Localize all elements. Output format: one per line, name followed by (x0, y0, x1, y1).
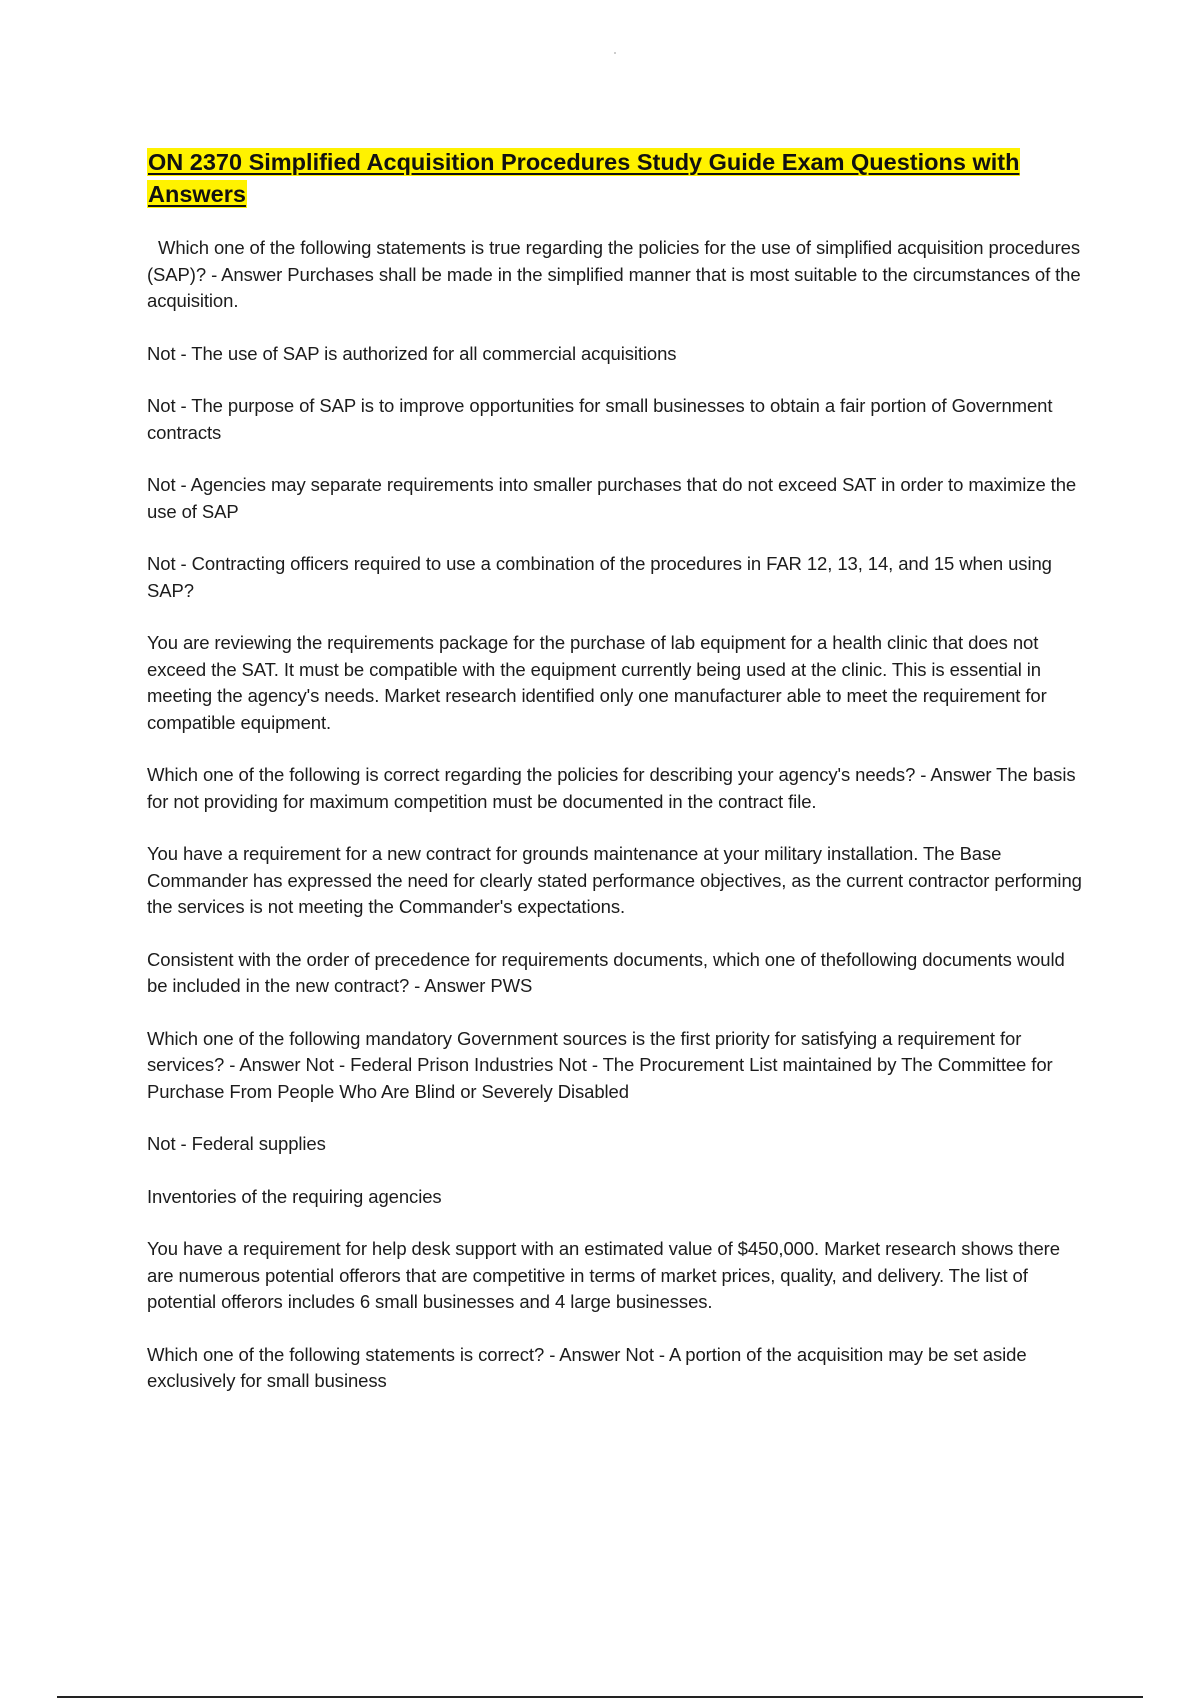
paragraph-help-desk-scenario: You have a requirement for help desk support with an estimated value of $450,000. Market research shows there are numerous potential offerors that are competitive in terms of market prices, quality, and delivery. The list of potential offerors includes 6 small businesses and 4 large businesses. (147, 1238, 1060, 1312)
paragraph-grounds-maintenance-scenario: You have a requirement for a new contract for grounds maintenance at your military installation. The Base Commander has expressed the need for clearly stated performance objectives, as the current contractor performing the services is not meeting the Commander's expectations. (147, 843, 1082, 917)
paragraph-order-of-precedence-question: Consistent with the order of precedence for requirements documents, which one of thefollowing documents would be included in the new contract? - Answer PWS (147, 948, 1065, 996)
page-bottom-rule (57, 1696, 1143, 1698)
paragraph-set-aside-question: Which one of the following statements is correct? - Answer Not - A portion of the acquisition may be set aside exclusively for small business (147, 1343, 1027, 1391)
page-speck (614, 52, 616, 54)
paragraph-lab-equipment-scenario: You are reviewing the requirements package for the purchase of lab equipment for a health clinic that does not exceed the SAT. It must be compatible with the equipment currently being used at the clinic. This is essential in meeting the agency's needs. Market research identified only one manufacturer able to meet the requirement for compatible equipment. (147, 632, 1047, 733)
document-body (147, 146, 1082, 1421)
paragraph-not-federal-supplies: Not - Federal supplies (147, 1133, 326, 1154)
paragraph-not-separate-requirements: Not - Agencies may separate requirements into smaller purchases that do not exceed SAT in order to maximize the use of SAP (147, 474, 1077, 522)
paragraph-agency-needs-question: Which one of the following is correct regarding the policies for describing your agency's needs? - Answer The basis for not providing for maximum competition must be documented in the contract file. (147, 764, 1076, 812)
paragraph-sap-policy-question: Which one of the following statements is true regarding the policies for the use of simplified acquisition procedures (SAP)? - Answer Purchases shall be made in the simplified manner that is most suitable to the circumstances of the acquisition. (147, 237, 1081, 311)
document-title-text: ON 2370 Simplified Acquisition Procedures Study Guide Exam Questions with Answers (148, 149, 1020, 207)
paragraph-not-commercial: Not - The use of SAP is authorized for all commercial acquisitions (147, 342, 677, 364)
paragraph-inventories: Inventories of the requiring agencies (147, 1185, 442, 1207)
paragraph-not-small-business: Not - The purpose of SAP is to improve opportunities for small businesses to obtain a fair portion of Government contracts (147, 395, 1053, 443)
paragraph-mandatory-sources-question: Which one of the following mandatory Government sources is the first priority for satisfying a requirement for services? - Answer Not - Federal Prison Industries Not - The Procurement List maintained by The Committee for Purchase From People Who Are Blind or Severely Disabled (147, 1027, 1053, 1102)
document-title (147, 146, 1082, 210)
paragraph-not-far-combination: Not - Contracting officers required to use a combination of the procedures in FAR 12, 13, 14, and 15 when using SAP? (147, 553, 1052, 601)
